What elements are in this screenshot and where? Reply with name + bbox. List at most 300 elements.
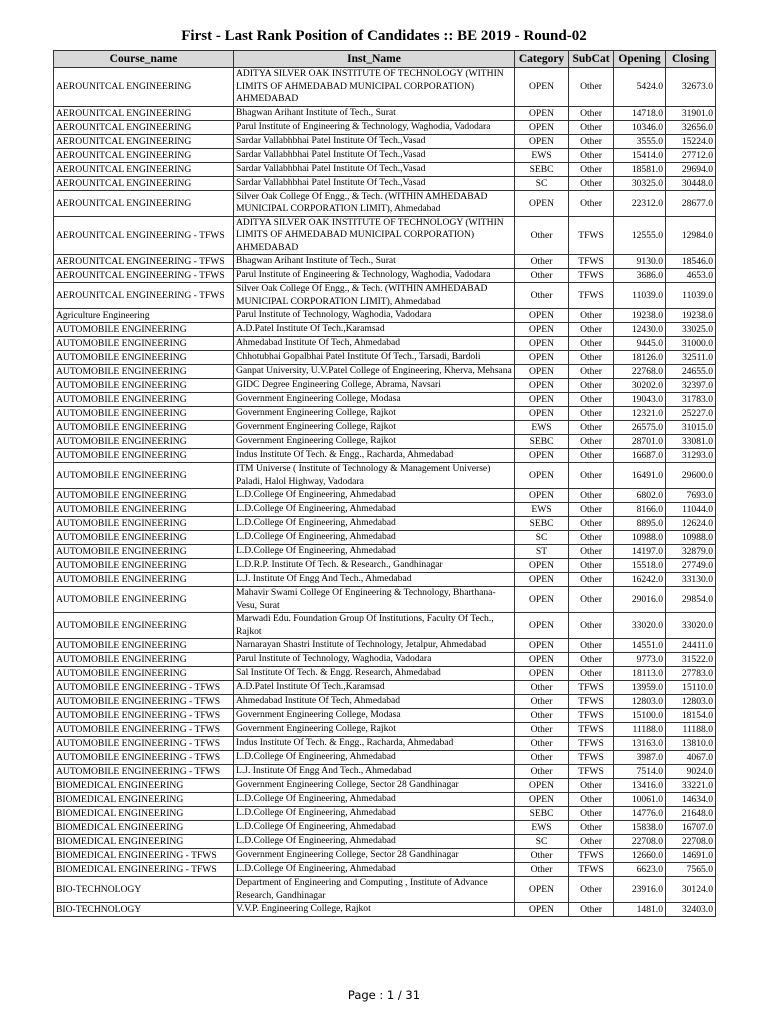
category-cell: OPEN — [515, 379, 569, 393]
category-cell: OPEN — [515, 337, 569, 351]
inst-cell: L.J. Institute Of Engg And Tech., Ahmedabad — [234, 765, 515, 779]
category-cell: SEBC — [515, 517, 569, 531]
opening-cell: 11188.0 — [614, 723, 666, 737]
table-row — [54, 807, 716, 821]
opening-cell: 15518.0 — [614, 559, 666, 573]
table-row — [54, 421, 716, 435]
inst-cell: L.D.College Of Engineering, Ahmedabad — [234, 835, 515, 849]
subcat-cell: Other — [569, 587, 614, 613]
opening-cell: 19043.0 — [614, 393, 666, 407]
closing-cell: 22708.0 — [666, 835, 716, 849]
inst-cell: L.D.College Of Engineering, Ahmedabad — [234, 517, 515, 531]
inst-cell: ADITYA SILVER OAK INSTITUTE OF TECHNOLOGY (WITHIN LIMITS OF AHMEDABAD MUNICIPAL CORPORATION) AHMEDABAD — [234, 216, 515, 255]
course-cell: AUTOMOBILE ENGINEERING - TFWS — [54, 751, 234, 765]
opening-cell: 30325.0 — [614, 176, 666, 190]
inst-cell: Ganpat University, U.V.Patel College of Engineering, Kherva, Mehsana — [234, 365, 515, 379]
subcat-cell: Other — [569, 449, 614, 463]
category-cell: EWS — [515, 503, 569, 517]
inst-cell: L.D.College Of Engineering, Ahmedabad — [234, 751, 515, 765]
inst-cell: Parul Institute of Technology, Waghodia, Vadodara — [234, 653, 515, 667]
opening-cell: 19238.0 — [614, 309, 666, 323]
subcat-cell: Other — [569, 148, 614, 162]
category-cell: OPEN — [515, 309, 569, 323]
table-row — [54, 737, 716, 751]
closing-cell: 24655.0 — [666, 365, 716, 379]
subcat-cell: TFWS — [569, 849, 614, 863]
inst-cell: Department of Engineering and Computing , Institute of Advance Research, Gandhinagar — [234, 877, 515, 903]
opening-cell: 16687.0 — [614, 449, 666, 463]
table-row — [54, 323, 716, 337]
closing-cell: 10988.0 — [666, 531, 716, 545]
opening-cell: 28701.0 — [614, 435, 666, 449]
opening-cell: 15100.0 — [614, 709, 666, 723]
closing-cell: 28677.0 — [666, 190, 716, 216]
inst-cell: A.D.Patel Institute Of Tech.,Karamsad — [234, 681, 515, 695]
table-row — [54, 190, 716, 216]
page-number: Page : 1 / 31 — [347, 988, 421, 1002]
closing-cell: 11044.0 — [666, 503, 716, 517]
table-row — [54, 667, 716, 681]
header-subcat: SubCat — [569, 51, 614, 68]
closing-cell: 12803.0 — [666, 695, 716, 709]
course-cell: AUTOMOBILE ENGINEERING — [54, 463, 234, 489]
closing-cell: 14634.0 — [666, 793, 716, 807]
page-title: First - Last Rank Position of Candidates :: BE 2019 - Round-02 — [181, 28, 587, 44]
subcat-cell: Other — [569, 807, 614, 821]
table-row — [54, 379, 716, 393]
course-cell: AUTOMOBILE ENGINEERING — [54, 407, 234, 421]
course-cell: BIOMEDICAL ENGINEERING — [54, 821, 234, 835]
category-cell: Other — [515, 751, 569, 765]
subcat-cell: Other — [569, 134, 614, 148]
closing-cell: 24411.0 — [666, 639, 716, 653]
course-cell: AEROUNITCAL ENGINEERING — [54, 162, 234, 176]
inst-cell: Sardar Vallabhbhai Patel Institute Of Tech.,Vasad — [234, 176, 515, 190]
opening-cell: 6802.0 — [614, 489, 666, 503]
inst-cell: Sal Institute Of Tech. & Engg. Research, Ahmedabad — [234, 667, 515, 681]
subcat-cell: Other — [569, 435, 614, 449]
inst-cell: L.D.College Of Engineering, Ahmedabad — [234, 793, 515, 807]
category-cell: OPEN — [515, 190, 569, 216]
inst-cell: Silver Oak College Of Engg., & Tech. (WITHIN AMHEDABAD MUNICIPAL CORPORATION LIMIT), Ahmedabad — [234, 190, 515, 216]
category-cell: Other — [515, 216, 569, 255]
category-cell: OPEN — [515, 351, 569, 365]
course-cell: AUTOMOBILE ENGINEERING — [54, 449, 234, 463]
table-row — [54, 148, 716, 162]
category-cell: OPEN — [515, 653, 569, 667]
subcat-cell: Other — [569, 351, 614, 365]
subcat-cell: Other — [569, 421, 614, 435]
opening-cell: 12803.0 — [614, 695, 666, 709]
closing-cell: 25227.0 — [666, 407, 716, 421]
course-cell: AUTOMOBILE ENGINEERING — [54, 653, 234, 667]
closing-cell: 19238.0 — [666, 309, 716, 323]
table-header-row — [54, 51, 716, 68]
course-cell: AUTOMOBILE ENGINEERING — [54, 393, 234, 407]
course-cell: AUTOMOBILE ENGINEERING — [54, 573, 234, 587]
inst-cell: Narnarayan Shastri Institute of Technology, Jetalpur, Ahmedabad — [234, 639, 515, 653]
category-cell: OPEN — [515, 613, 569, 639]
inst-cell: Government Engineering College, Rajkot — [234, 407, 515, 421]
subcat-cell: TFWS — [569, 216, 614, 255]
course-cell: AUTOMOBILE ENGINEERING - TFWS — [54, 709, 234, 723]
table-row — [54, 407, 716, 421]
category-cell: OPEN — [515, 463, 569, 489]
course-cell: AUTOMOBILE ENGINEERING — [54, 365, 234, 379]
inst-cell: Silver Oak College Of Engg., & Tech. (WITHIN AMHEDABAD MUNICIPAL CORPORATION LIMIT), Ahmedabad — [234, 283, 515, 309]
subcat-cell: Other — [569, 613, 614, 639]
category-cell: OPEN — [515, 587, 569, 613]
subcat-cell: Other — [569, 106, 614, 120]
opening-cell: 18126.0 — [614, 351, 666, 365]
closing-cell: 31293.0 — [666, 449, 716, 463]
course-cell: AEROUNITCAL ENGINEERING — [54, 176, 234, 190]
table-row — [54, 903, 716, 917]
subcat-cell: Other — [569, 877, 614, 903]
subcat-cell: Other — [569, 379, 614, 393]
category-cell: OPEN — [515, 323, 569, 337]
table-row — [54, 863, 716, 877]
subcat-cell: Other — [569, 517, 614, 531]
closing-cell: 29854.0 — [666, 587, 716, 613]
table-row — [54, 351, 716, 365]
course-cell: BIOMEDICAL ENGINEERING — [54, 793, 234, 807]
opening-cell: 9773.0 — [614, 653, 666, 667]
inst-cell: L.D.College Of Engineering, Ahmedabad — [234, 807, 515, 821]
opening-cell: 14197.0 — [614, 545, 666, 559]
category-cell: Other — [515, 849, 569, 863]
opening-cell: 15414.0 — [614, 148, 666, 162]
closing-cell: 4067.0 — [666, 751, 716, 765]
opening-cell: 10346.0 — [614, 120, 666, 134]
closing-cell: 32879.0 — [666, 545, 716, 559]
course-cell: BIO-TECHNOLOGY — [54, 877, 234, 903]
inst-cell: Bhagwan Arihant Institute of Tech., Surat — [234, 255, 515, 269]
table-row — [54, 723, 716, 737]
opening-cell: 6623.0 — [614, 863, 666, 877]
category-cell: SC — [515, 176, 569, 190]
subcat-cell: Other — [569, 68, 614, 107]
closing-cell: 18154.0 — [666, 709, 716, 723]
opening-cell: 3686.0 — [614, 269, 666, 283]
category-cell: EWS — [515, 821, 569, 835]
closing-cell: 12624.0 — [666, 517, 716, 531]
inst-cell: Parul Institute of Engineering & Technology, Waghodia, Vadodara — [234, 120, 515, 134]
subcat-cell: TFWS — [569, 723, 614, 737]
closing-cell: 32656.0 — [666, 120, 716, 134]
course-cell: AEROUNITCAL ENGINEERING — [54, 190, 234, 216]
inst-cell: Government Engineering College, Rajkot — [234, 435, 515, 449]
subcat-cell: Other — [569, 779, 614, 793]
table-row — [54, 849, 716, 863]
inst-cell: Government Engineering College, Rajkot — [234, 723, 515, 737]
opening-cell: 33020.0 — [614, 613, 666, 639]
table-row — [54, 709, 716, 723]
subcat-cell: Other — [569, 793, 614, 807]
subcat-cell: Other — [569, 639, 614, 653]
opening-cell: 30202.0 — [614, 379, 666, 393]
category-cell: OPEN — [515, 877, 569, 903]
closing-cell: 31783.0 — [666, 393, 716, 407]
course-cell: AEROUNITCAL ENGINEERING - TFWS — [54, 216, 234, 255]
category-cell: Other — [515, 723, 569, 737]
course-cell: BIOMEDICAL ENGINEERING — [54, 779, 234, 793]
inst-cell: Indus Institute Of Tech. & Engg., Racharda, Ahmedabad — [234, 737, 515, 751]
closing-cell: 27749.0 — [666, 559, 716, 573]
closing-cell: 7565.0 — [666, 863, 716, 877]
opening-cell: 3555.0 — [614, 134, 666, 148]
course-cell: AUTOMOBILE ENGINEERING — [54, 587, 234, 613]
closing-cell: 31000.0 — [666, 337, 716, 351]
category-cell: Other — [515, 737, 569, 751]
category-cell: OPEN — [515, 903, 569, 917]
header-opening: Opening — [614, 51, 666, 68]
opening-cell: 23916.0 — [614, 877, 666, 903]
opening-cell: 10061.0 — [614, 793, 666, 807]
inst-cell: Sardar Vallabhbhai Patel Institute Of Tech.,Vasad — [234, 134, 515, 148]
inst-cell: Ahmedabad Institute Of Tech, Ahmedabad — [234, 337, 515, 351]
course-cell: BIOMEDICAL ENGINEERING — [54, 807, 234, 821]
inst-cell: Government Engineering College, Sector 28 Gandhinagar — [234, 779, 515, 793]
opening-cell: 14718.0 — [614, 106, 666, 120]
closing-cell: 27712.0 — [666, 148, 716, 162]
closing-cell: 13810.0 — [666, 737, 716, 751]
closing-cell: 31522.0 — [666, 653, 716, 667]
category-cell: OPEN — [515, 489, 569, 503]
opening-cell: 13163.0 — [614, 737, 666, 751]
table-row — [54, 269, 716, 283]
opening-cell: 9445.0 — [614, 337, 666, 351]
opening-cell: 26575.0 — [614, 421, 666, 435]
subcat-cell: Other — [569, 309, 614, 323]
opening-cell: 14776.0 — [614, 807, 666, 821]
closing-cell: 21648.0 — [666, 807, 716, 821]
opening-cell: 8895.0 — [614, 517, 666, 531]
table-row — [54, 835, 716, 849]
category-cell: Other — [515, 255, 569, 269]
opening-cell: 22708.0 — [614, 835, 666, 849]
table-row — [54, 751, 716, 765]
inst-cell: Marwadi Edu. Foundation Group Of Institutions, Faculty Of Tech., Rajkot — [234, 613, 515, 639]
subcat-cell: TFWS — [569, 283, 614, 309]
closing-cell: 32673.0 — [666, 68, 716, 107]
closing-cell: 33130.0 — [666, 573, 716, 587]
table-row — [54, 545, 716, 559]
course-cell: BIO-TECHNOLOGY — [54, 903, 234, 917]
table-row — [54, 365, 716, 379]
opening-cell: 16491.0 — [614, 463, 666, 489]
category-cell: SC — [515, 531, 569, 545]
table-row — [54, 68, 716, 107]
table-row — [54, 337, 716, 351]
course-cell: AEROUNITCAL ENGINEERING - TFWS — [54, 283, 234, 309]
inst-cell: Government Engineering College, Rajkot — [234, 421, 515, 435]
course-cell: AUTOMOBILE ENGINEERING - TFWS — [54, 737, 234, 751]
opening-cell: 29016.0 — [614, 587, 666, 613]
course-cell: AUTOMOBILE ENGINEERING — [54, 531, 234, 545]
opening-cell: 7514.0 — [614, 765, 666, 779]
course-cell: AEROUNITCAL ENGINEERING — [54, 120, 234, 134]
category-cell: Other — [515, 269, 569, 283]
inst-cell: L.D.College Of Engineering, Ahmedabad — [234, 863, 515, 877]
category-cell: Other — [515, 681, 569, 695]
course-cell: AUTOMOBILE ENGINEERING — [54, 517, 234, 531]
closing-cell: 4653.0 — [666, 269, 716, 283]
table-row — [54, 559, 716, 573]
table-row — [54, 681, 716, 695]
inst-cell: GIDC Degree Engineering College, Abrama, Navsari — [234, 379, 515, 393]
table-row — [54, 779, 716, 793]
table-row — [54, 793, 716, 807]
closing-cell: 33020.0 — [666, 613, 716, 639]
header-closing: Closing — [666, 51, 716, 68]
category-cell: EWS — [515, 148, 569, 162]
closing-cell: 15224.0 — [666, 134, 716, 148]
opening-cell: 5424.0 — [614, 68, 666, 107]
category-cell: OPEN — [515, 393, 569, 407]
opening-cell: 18581.0 — [614, 162, 666, 176]
table-row — [54, 821, 716, 835]
inst-cell: L.D.College Of Engineering, Ahmedabad — [234, 489, 515, 503]
opening-cell: 13416.0 — [614, 779, 666, 793]
inst-cell: Chhotubhai Gopalbhai Patel Institute Of Tech., Tarsadi, Bardoli — [234, 351, 515, 365]
subcat-cell: Other — [569, 531, 614, 545]
subcat-cell: Other — [569, 503, 614, 517]
course-cell: AEROUNITCAL ENGINEERING — [54, 106, 234, 120]
table-row — [54, 134, 716, 148]
course-cell: AEROUNITCAL ENGINEERING - TFWS — [54, 255, 234, 269]
subcat-cell: Other — [569, 323, 614, 337]
course-cell: AUTOMOBILE ENGINEERING - TFWS — [54, 723, 234, 737]
inst-cell: Government Engineering College, Modasa — [234, 709, 515, 723]
table-row — [54, 463, 716, 489]
category-cell: OPEN — [515, 407, 569, 421]
subcat-cell: Other — [569, 559, 614, 573]
closing-cell: 30124.0 — [666, 877, 716, 903]
table-row — [54, 435, 716, 449]
course-cell: AEROUNITCAL ENGINEERING - TFWS — [54, 269, 234, 283]
course-cell: AUTOMOBILE ENGINEERING — [54, 545, 234, 559]
category-cell: OPEN — [515, 793, 569, 807]
inst-cell: L.D.College Of Engineering, Ahmedabad — [234, 821, 515, 835]
subcat-cell: Other — [569, 365, 614, 379]
subcat-cell: Other — [569, 545, 614, 559]
inst-cell: Ahmedabad Institute Of Tech, Ahmedabad — [234, 695, 515, 709]
closing-cell: 11188.0 — [666, 723, 716, 737]
table-row — [54, 695, 716, 709]
subcat-cell: Other — [569, 653, 614, 667]
rank-table — [53, 50, 716, 917]
category-cell: OPEN — [515, 365, 569, 379]
subcat-cell: Other — [569, 903, 614, 917]
category-cell: OPEN — [515, 573, 569, 587]
category-cell: OPEN — [515, 667, 569, 681]
opening-cell: 22312.0 — [614, 190, 666, 216]
category-cell: SEBC — [515, 435, 569, 449]
inst-cell: V.V.P. Engineering College, Rajkot — [234, 903, 515, 917]
opening-cell: 10988.0 — [614, 531, 666, 545]
subcat-cell: Other — [569, 463, 614, 489]
course-cell: AUTOMOBILE ENGINEERING — [54, 503, 234, 517]
category-cell: Other — [515, 765, 569, 779]
closing-cell: 14691.0 — [666, 849, 716, 863]
subcat-cell: Other — [569, 667, 614, 681]
table-row — [54, 653, 716, 667]
closing-cell: 32397.0 — [666, 379, 716, 393]
header-inst: Inst_Name — [234, 51, 515, 68]
subcat-cell: Other — [569, 162, 614, 176]
closing-cell: 29600.0 — [666, 463, 716, 489]
table-row — [54, 283, 716, 309]
subcat-cell: Other — [569, 835, 614, 849]
table-row — [54, 639, 716, 653]
subcat-cell: TFWS — [569, 863, 614, 877]
course-cell: AUTOMOBILE ENGINEERING — [54, 379, 234, 393]
inst-cell: Government Engineering College, Sector 28 Gandhinagar — [234, 849, 515, 863]
course-cell: BIOMEDICAL ENGINEERING - TFWS — [54, 863, 234, 877]
category-cell: OPEN — [515, 639, 569, 653]
category-cell: EWS — [515, 421, 569, 435]
inst-cell: ITM Universe ( Institute of Technology & Management Universe) Paladi, Halol Highway, Vadodara — [234, 463, 515, 489]
subcat-cell: TFWS — [569, 269, 614, 283]
opening-cell: 9130.0 — [614, 255, 666, 269]
subcat-cell: Other — [569, 393, 614, 407]
course-cell: AUTOMOBILE ENGINEERING - TFWS — [54, 681, 234, 695]
table-row — [54, 216, 716, 255]
subcat-cell: TFWS — [569, 681, 614, 695]
inst-cell: ADITYA SILVER OAK INSTITUTE OF TECHNOLOGY (WITHIN LIMITS OF AHMEDABAD MUNICIPAL CORPORATION) AHMEDABAD — [234, 68, 515, 107]
table-row — [54, 449, 716, 463]
closing-cell: 11039.0 — [666, 283, 716, 309]
subcat-cell: TFWS — [569, 695, 614, 709]
subcat-cell: TFWS — [569, 765, 614, 779]
course-cell: AUTOMOBILE ENGINEERING — [54, 639, 234, 653]
header-course: Course_name — [54, 51, 234, 68]
course-cell: AEROUNITCAL ENGINEERING — [54, 148, 234, 162]
subcat-cell: Other — [569, 176, 614, 190]
table-row — [54, 120, 716, 134]
inst-cell: L.D.R.P. Institute Of Tech. & Research., Gandhinagar — [234, 559, 515, 573]
subcat-cell: Other — [569, 190, 614, 216]
opening-cell: 1481.0 — [614, 903, 666, 917]
inst-cell: Mahavir Swami College Of Engineering & Technology, Bharthana-Vesu, Surat — [234, 587, 515, 613]
closing-cell: 33081.0 — [666, 435, 716, 449]
subcat-cell: Other — [569, 407, 614, 421]
subcat-cell: Other — [569, 489, 614, 503]
table-row — [54, 573, 716, 587]
closing-cell: 27783.0 — [666, 667, 716, 681]
table-row — [54, 517, 716, 531]
closing-cell: 16707.0 — [666, 821, 716, 835]
category-cell: SEBC — [515, 162, 569, 176]
inst-cell: L.D.College Of Engineering, Ahmedabad — [234, 531, 515, 545]
opening-cell: 15838.0 — [614, 821, 666, 835]
subcat-cell: TFWS — [569, 751, 614, 765]
closing-cell: 29694.0 — [666, 162, 716, 176]
inst-cell: L.D.College Of Engineering, Ahmedabad — [234, 503, 515, 517]
course-cell: AUTOMOBILE ENGINEERING — [54, 559, 234, 573]
subcat-cell: TFWS — [569, 255, 614, 269]
opening-cell: 11039.0 — [614, 283, 666, 309]
closing-cell: 31901.0 — [666, 106, 716, 120]
category-cell: OPEN — [515, 779, 569, 793]
course-cell: AUTOMOBILE ENGINEERING — [54, 351, 234, 365]
table-row — [54, 613, 716, 639]
course-cell: BIOMEDICAL ENGINEERING - TFWS — [54, 849, 234, 863]
opening-cell: 12321.0 — [614, 407, 666, 421]
table-row — [54, 503, 716, 517]
table-row — [54, 176, 716, 190]
